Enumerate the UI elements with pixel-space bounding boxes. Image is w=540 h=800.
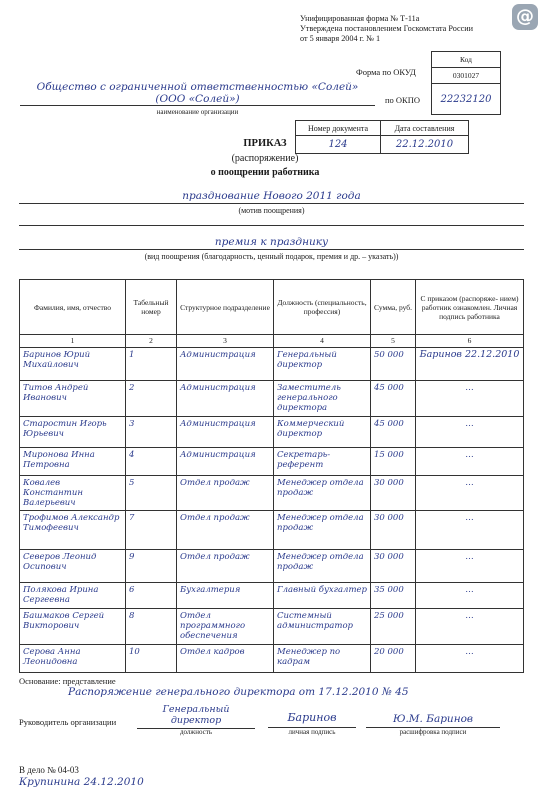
row-sign: … [416,448,524,476]
kod-header: Код [432,52,501,68]
row-dept: Отдел продаж [177,476,274,511]
row-dept: Бухгалтерия [177,583,274,609]
row-dept: Администрация [177,348,274,381]
head-position: Генеральный директор [137,704,255,729]
row-sum: 25 000 [371,609,416,645]
row-tab: 3 [126,417,177,448]
form-title: Унифицированная форма № Т-11а [300,14,420,23]
row-sum: 35 000 [371,583,416,609]
head-label: Руководитель организации [19,717,117,727]
file-sign: Крупинина 24.12.2010 [19,776,144,788]
row-dept: Отдел кадров [177,645,274,673]
row-dept: Отдел продаж [177,511,274,550]
row-name: Старостин Игорь Юрьевич [20,417,126,448]
row-name: Северов Леонид Осипович [20,550,126,583]
order-purpose: о поощрении работника [210,167,320,178]
reward-value: премия к празднику [19,236,524,250]
row-dept: Администрация [177,448,274,476]
basis-value: Распоряжение генерального директора от 17.12.2010 № 45 [68,686,409,698]
row-sum: 30 000 [371,511,416,550]
head-signature: Баринов [268,711,356,728]
row-position: Секретарь-референт [274,448,371,476]
table-row [20,381,524,417]
table-row [20,476,524,511]
table-row [20,511,524,550]
row-name: Баринов Юрий Михайлович [20,348,126,381]
row-sign: … [416,583,524,609]
row-name: Ковалев Константин Валерьевич [20,476,126,511]
col-num-1: 1 [20,335,126,348]
row-sum: 30 000 [371,476,416,511]
row-sign: … [416,476,524,511]
row-name: Башмаков Сергей Викторович [20,609,126,645]
col-header-name: Фамилия, имя, отчество [20,280,126,335]
row-tab: 2 [126,381,177,417]
row-sum: 15 000 [371,448,416,476]
basis-label: Основание: представление [19,676,116,686]
table-row [20,609,524,645]
row-dept: Администрация [177,417,274,448]
row-position: Менеджер отдела продаж [274,550,371,583]
table-row [20,583,524,609]
head-signature-caption: личная подпись [288,728,336,736]
order-title: ПРИКАЗ [243,138,287,149]
row-sign: … [416,417,524,448]
okud-label: Форма по ОКУД [356,67,416,77]
row-position: Менеджер отдела продаж [274,476,371,511]
order-subtitle: (распоряжение) [231,153,299,164]
row-sign: … [416,550,524,583]
table-row [20,348,524,381]
row-tab: 6 [126,583,177,609]
approved-line1: Утверждена постановлением Госкомстата России [300,24,474,33]
col-header-sum: Сумма, руб. [371,280,416,335]
row-position: Коммерческий директор [274,417,371,448]
row-dept: Отдел программного обеспечения [177,609,274,645]
head-decoding: Ю.М. Баринов [366,713,500,728]
table-row [20,550,524,583]
okpo-label: по ОКПО [385,95,421,105]
col-header-sign: С приказом (распоряже- нием) работник ознакомлен. Личная подпись работника [416,280,524,335]
row-position: Генеральный директор [274,348,371,381]
col-header-position: Должность (специальность, профессия) [274,280,371,335]
row-name: Миронова Инна Петровна [20,448,126,476]
row-tab: 7 [126,511,177,550]
motive-value: празднование Нового 2011 года [19,190,524,204]
org-name-line1: Общество с ограниченной ответственностью «Солей» [36,81,359,93]
col-num-2: 2 [126,335,177,348]
file-line: В дело № 04-03 [19,765,79,775]
row-tab: 9 [126,550,177,583]
head-decoding-caption: расшифровка подписи [399,728,467,736]
motive-extra-line [19,215,524,226]
row-sign: … [416,609,524,645]
col-header-tab: Табельный номер [126,280,177,335]
row-sum: 50 000 [371,348,416,381]
row-name: Полякова Ирина Сергеевна [20,583,126,609]
row-name: Трофимов Александр Тимофеевич [20,511,126,550]
doc-number: 124 [296,136,381,154]
row-sum: 45 000 [371,417,416,448]
row-tab: 4 [126,448,177,476]
motive-caption: (мотив поощрения) [238,206,305,215]
row-dept: Отдел продаж [177,550,274,583]
row-position: Менеджер отдела продаж [274,511,371,550]
row-position: Главный бухгалтер [274,583,371,609]
row-sum: 45 000 [371,381,416,417]
col-num-4: 4 [274,335,371,348]
row-tab: 1 [126,348,177,381]
codes-table [431,51,501,115]
org-caption: наименование организации [156,108,239,116]
col-header-dept: Структурное подразделение [177,280,274,335]
org-name-line2: (ООО «Солей») [20,93,375,106]
table-row [20,417,524,448]
col-num-5: 5 [371,335,416,348]
employees-table [19,279,524,673]
row-dept: Администрация [177,381,274,417]
okpo-value: 22232120 [432,84,501,115]
col-num-3: 3 [177,335,274,348]
doc-date: 22.12.2010 [381,136,469,154]
col-num-6: 6 [416,335,524,348]
row-position: Системный администратор [274,609,371,645]
row-position: Заместитель генерального директора [274,381,371,417]
row-position: Менеджер по кадрам [274,645,371,673]
row-sum: 30 000 [371,550,416,583]
row-sign: Баринов 22.12.2010 [416,348,524,381]
head-position-caption: должность [179,728,213,736]
doc-date-header: Дата составления [381,121,469,136]
doc-num-header: Номер документа [296,121,381,136]
approved-line2: от 5 января 2004 г. № 1 [300,34,381,43]
table-row [20,645,524,673]
okud-value: 0301027 [432,68,501,84]
row-sign: … [416,645,524,673]
site-logo: @ [512,4,538,30]
table-row [20,448,524,476]
row-tab: 5 [126,476,177,511]
row-name: Серова Анна Леонидовна [20,645,126,673]
row-sign: … [416,381,524,417]
row-sum: 20 000 [371,645,416,673]
row-tab: 10 [126,645,177,673]
row-sign: … [416,511,524,550]
row-tab: 8 [126,609,177,645]
reward-caption: (вид поощрения (благодарность, ценный подарок, премия и др. – указать)) [144,252,399,261]
row-name: Титов Андрей Иванович [20,381,126,417]
